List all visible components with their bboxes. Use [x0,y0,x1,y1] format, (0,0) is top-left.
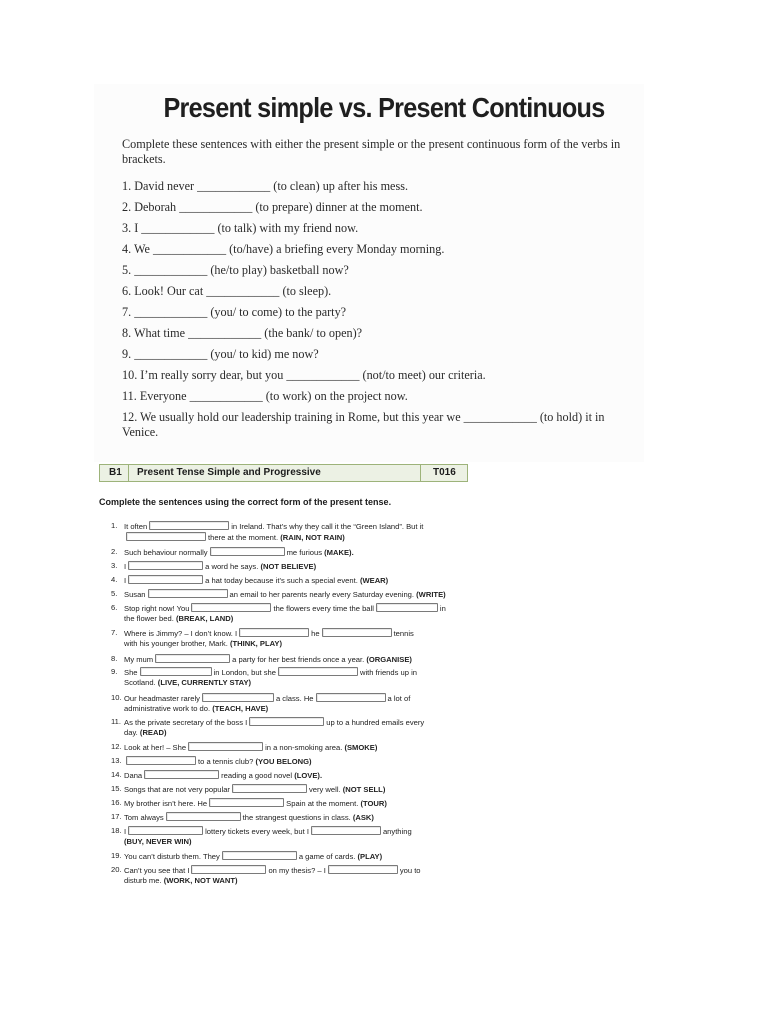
answer-field[interactable] [322,628,392,637]
answer-field[interactable] [140,667,212,676]
exercise-item: 2. Deborah ____________ (to prepare) dinner at the moment. [122,200,423,214]
exercise-item: 6. Look! Our cat ____________ (to sleep). [122,284,332,298]
answer-field[interactable] [166,812,241,821]
level-label: B1 [109,467,122,478]
item-number: 1. [111,521,118,530]
exercise-one [122,137,632,439]
answer-field[interactable] [278,667,358,676]
answer-field[interactable] [126,532,206,541]
worksheet-header-bar [99,464,468,482]
answer-field[interactable] [249,717,324,726]
answer-field[interactable] [239,628,309,637]
header-divider [420,465,421,481]
answer-field[interactable] [376,603,438,612]
answer-field[interactable] [149,521,229,530]
answer-field[interactable] [128,575,203,584]
answer-field[interactable] [188,742,263,751]
page-title: Present simple vs. Present Continuous [163,92,605,123]
answer-field[interactable] [144,770,219,779]
answer-field[interactable] [148,589,228,598]
answer-field[interactable] [222,851,297,860]
answer-field[interactable] [128,561,203,570]
answer-field[interactable] [191,603,271,612]
exercise-item: 8. What time ____________ (the bank/ to open)? [122,326,363,340]
answer-field[interactable] [202,693,274,702]
worksheet-title: Present Tense Simple and Progressive [137,467,321,478]
answer-field[interactable] [328,865,398,874]
exercise-item: 3. I ____________ (to talk) with my friend now. [122,221,359,235]
exercise-item: 1. David never ____________ (to clean) up after his mess. [122,179,408,193]
exercise-item: 4. We ____________ (to/have) a briefing every Monday morning. [122,242,445,256]
answer-field[interactable] [191,865,266,874]
answer-field[interactable] [232,784,307,793]
exercise-item: 5. ____________ (he/to play) basketball now? [122,263,349,277]
exercise-item: 10. I’m really sorry dear, but you ____________ (not/to meet) our criteria. [122,368,486,382]
exercise-item: 12. We usually hold our leadership training in Rome, but this year we ____________ (to hold) it in Venice. [122,410,605,439]
exercise-item: 11. Everyone ____________ (to work) on the project now. [122,389,408,403]
worksheet-code: T016 [433,467,456,478]
answer-field[interactable] [128,826,203,835]
answer-field[interactable] [210,547,285,556]
answer-field[interactable] [311,826,381,835]
exercise-item: 7. ____________ (you/ to come) to the party? [122,305,347,319]
answer-field[interactable] [126,756,196,765]
answer-field[interactable] [155,654,230,663]
instruction-text: Complete these sentences with either the present simple or the present continuous form of the verbs in brackets. [122,137,621,166]
answer-field[interactable] [209,798,284,807]
header-divider [128,465,129,481]
exercise-item: 9. ____________ (you/ to kid) me now? [122,347,319,361]
answer-field[interactable] [316,693,386,702]
instruction-text: Complete the sentences using the correct form of the present tense. [99,497,392,507]
